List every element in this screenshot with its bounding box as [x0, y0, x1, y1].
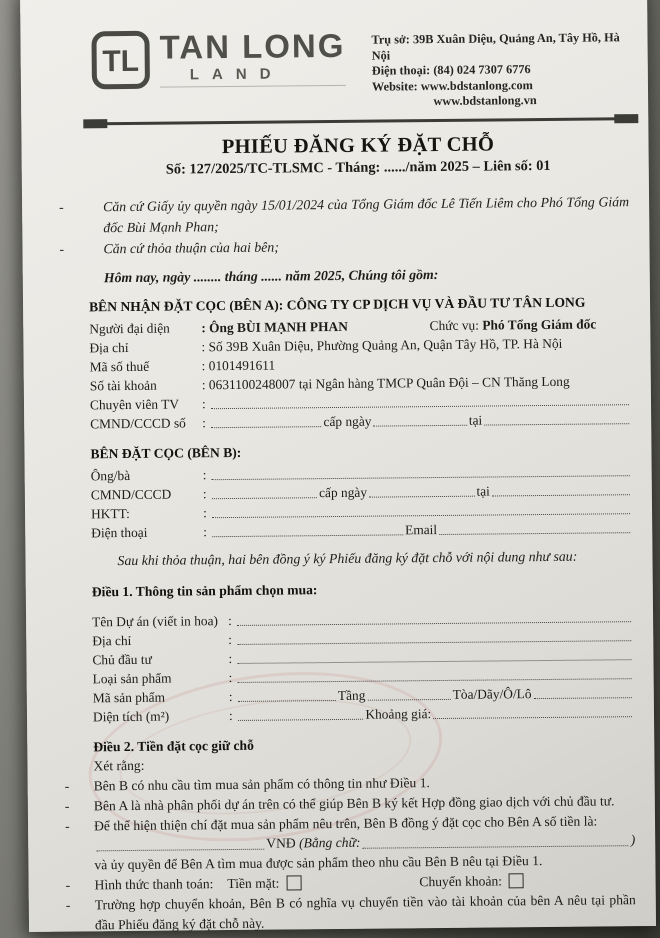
- dotted-blank: [374, 425, 467, 427]
- field-id-a: CMND/CCCD số : cấp ngày tại: [90, 409, 631, 433]
- dotted-blank: [237, 659, 631, 664]
- dotted-blank: [211, 426, 322, 428]
- article-2-bullet-5: - Trường hợp chuyển khoản, Bên B có nghĩa vụ chuyển tiền vào tài khoản của bên A nêu tại phần đầu Phiếu đăng ký đặt chỗ này.: [95, 890, 636, 935]
- dotted-blank: [237, 621, 631, 626]
- field-product-type: Loại sản phẩm :: [93, 664, 634, 688]
- agreement-line: Sau khi thỏa thuận, hai bên đồng ý ký Phiếu đăng ký đặt chỗ với nội dung như sau:: [117, 548, 578, 569]
- dotted-blank-words: [363, 845, 629, 849]
- field-area: Diện tích (m²) : Khoảng giá:: [93, 702, 634, 726]
- company-contact: [371, 25, 628, 110]
- field-product-code: Mã sản phẩm : Tầng Tòa/Dãy/Ô/Lô: [93, 683, 634, 707]
- contact-phone: Điện thoại: (84) 024 7307 6776: [371, 62, 531, 78]
- article-1-fields: [92, 607, 634, 726]
- cash-checkbox: [286, 876, 301, 891]
- contact-website-2: www.bdstanlong.vn: [433, 93, 537, 109]
- dotted-blank: [212, 513, 630, 518]
- party-a-fields: [89, 314, 631, 433]
- deposit-amount-line: VNĐ (Bằng chữ: ): [94, 831, 635, 856]
- transfer-checkbox: [509, 874, 524, 889]
- dotted-blank: [212, 497, 317, 499]
- field-consultant: Chuyên viên TV :: [90, 390, 631, 414]
- preamble: [88, 191, 630, 259]
- company-header: [86, 25, 628, 113]
- article-2-bullet-3: - Để thể hiện thiện chí đặt mua sản phẩm nêu trên, Bên B đồng ý đặt cọc cho Bên A số tiền là:: [94, 811, 635, 836]
- article-2-bullet-3-cont: và ủy quyền để Bên A tìm mua được sản phẩm theo nhu cầu Bên B nêu tại Điều 1.: [94, 853, 543, 873]
- article-1-heading: Điều 1. Thông tin sản phẩm chọn mua:: [91, 582, 318, 600]
- article-2-bullet-2: - Bên A là nhà phân phối dự án trên có thể giúp Bên B ký kết Hợp đồng giao dịch với chủ đầu tư.: [94, 791, 635, 816]
- contact-website: Website: www.bdstanlong.com: [371, 77, 533, 94]
- field-name-b: Ông/bà :: [91, 461, 632, 485]
- dotted-blank: [534, 697, 632, 699]
- article-2-bullet-1: - Bên B có nhu cầu tìm mua sản phẩm có thông tin như Điều 1.: [94, 771, 635, 796]
- document-number: Số: 127/2025/TC-TLSMC - Tháng: ....../năm 2025 – Liên số: 01: [165, 157, 551, 178]
- field-id-b: CMND/CCCD : cấp ngày tại: [91, 480, 632, 504]
- logo-monogram-icon: [90, 30, 151, 91]
- field-address-a: Địa chỉ : Số 39B Xuân Diệu, Phường Quảng An, Quận Tây Hồ, TP. Hà Nội: [89, 335, 563, 356]
- preamble-bullet-1: - Căn cứ Giấy ủy quyền ngày 15/01/2024 của Tổng Giám đốc Lê Tiến Liêm cho Phó Tổng Giám đốc Bùi Mạnh Phan;: [88, 191, 629, 238]
- field-representative: Người đại diện : Ông BÙI MẠNH PHAN Chức vụ: Phó Tổng Giám đốc: [89, 316, 597, 337]
- dotted-blank-amount: [96, 849, 264, 852]
- article-2-intro: Xét rằng:: [93, 757, 145, 774]
- contact-address: Trụ sở: 39B Xuân Diệu, Quảng An, Tây Hồ, Hà Nội: [371, 30, 620, 63]
- page-title: PHIẾU ĐĂNG KÝ ĐẶT CHỖ: [221, 133, 495, 159]
- field-bank-account: Số tài khoản : 0631100248007 tại Ngân hàng TMCP Quân Đội – CN Thăng Long: [89, 373, 570, 394]
- today-line: Hôm nay, ngày ........ tháng ...... năm 2025, Chúng tôi gồm:: [103, 267, 439, 286]
- document-paper: [20, 0, 656, 932]
- dotted-blank: [433, 716, 632, 719]
- field-investor: Chủ đầu tư :: [92, 645, 633, 669]
- dotted-blank: [439, 532, 630, 535]
- dotted-blank: [484, 423, 629, 425]
- header-divider: [85, 117, 636, 126]
- dotted-blank: [367, 699, 450, 701]
- article-2-heading: Điều 2. Tiền đặt cọc giữ chỗ: [93, 737, 254, 755]
- svg-text:TL: TL: [102, 44, 140, 79]
- field-phone: Điện thoại : Email: [91, 518, 632, 542]
- dotted-blank: [237, 678, 631, 683]
- logo-wordmark: TAN LONG: [159, 26, 346, 66]
- party-b-heading: BÊN ĐẶT CỌC (BÊN B):: [90, 444, 242, 462]
- field-tax-code: Mã số thuế : 0101491611: [89, 357, 276, 375]
- document-content: [20, 0, 656, 932]
- tan-long-logo: [90, 28, 345, 90]
- dotted-blank: [369, 496, 474, 498]
- dotted-blank: [212, 534, 403, 537]
- field-residence: HKTT: :: [91, 499, 632, 523]
- dotted-blank: [238, 719, 364, 721]
- field-project-name: Tên Dự án (viết in hoa) :: [92, 607, 633, 631]
- dotted-blank: [211, 404, 629, 409]
- dotted-blank: [211, 475, 629, 480]
- preamble-bullet-2: - Căn cứ thỏa thuận của hai bên;: [88, 233, 629, 259]
- dotted-blank: [492, 494, 630, 496]
- field-project-address: Địa chỉ :: [92, 626, 633, 650]
- dotted-blank: [237, 640, 631, 645]
- party-b-fields: [91, 461, 633, 542]
- payment-method-row: - Hình thức thanh toán: Tiền mặt: Chuyển khoản:: [95, 870, 636, 895]
- party-a-heading: BÊN NHẬN ĐẶT CỌC (BÊN A): CÔNG TY CP DỊCH VỤ VÀ ĐẦU TƯ TÂN LONG: [88, 294, 586, 315]
- dotted-blank: [238, 700, 336, 702]
- logo-subword: LAND: [160, 62, 346, 88]
